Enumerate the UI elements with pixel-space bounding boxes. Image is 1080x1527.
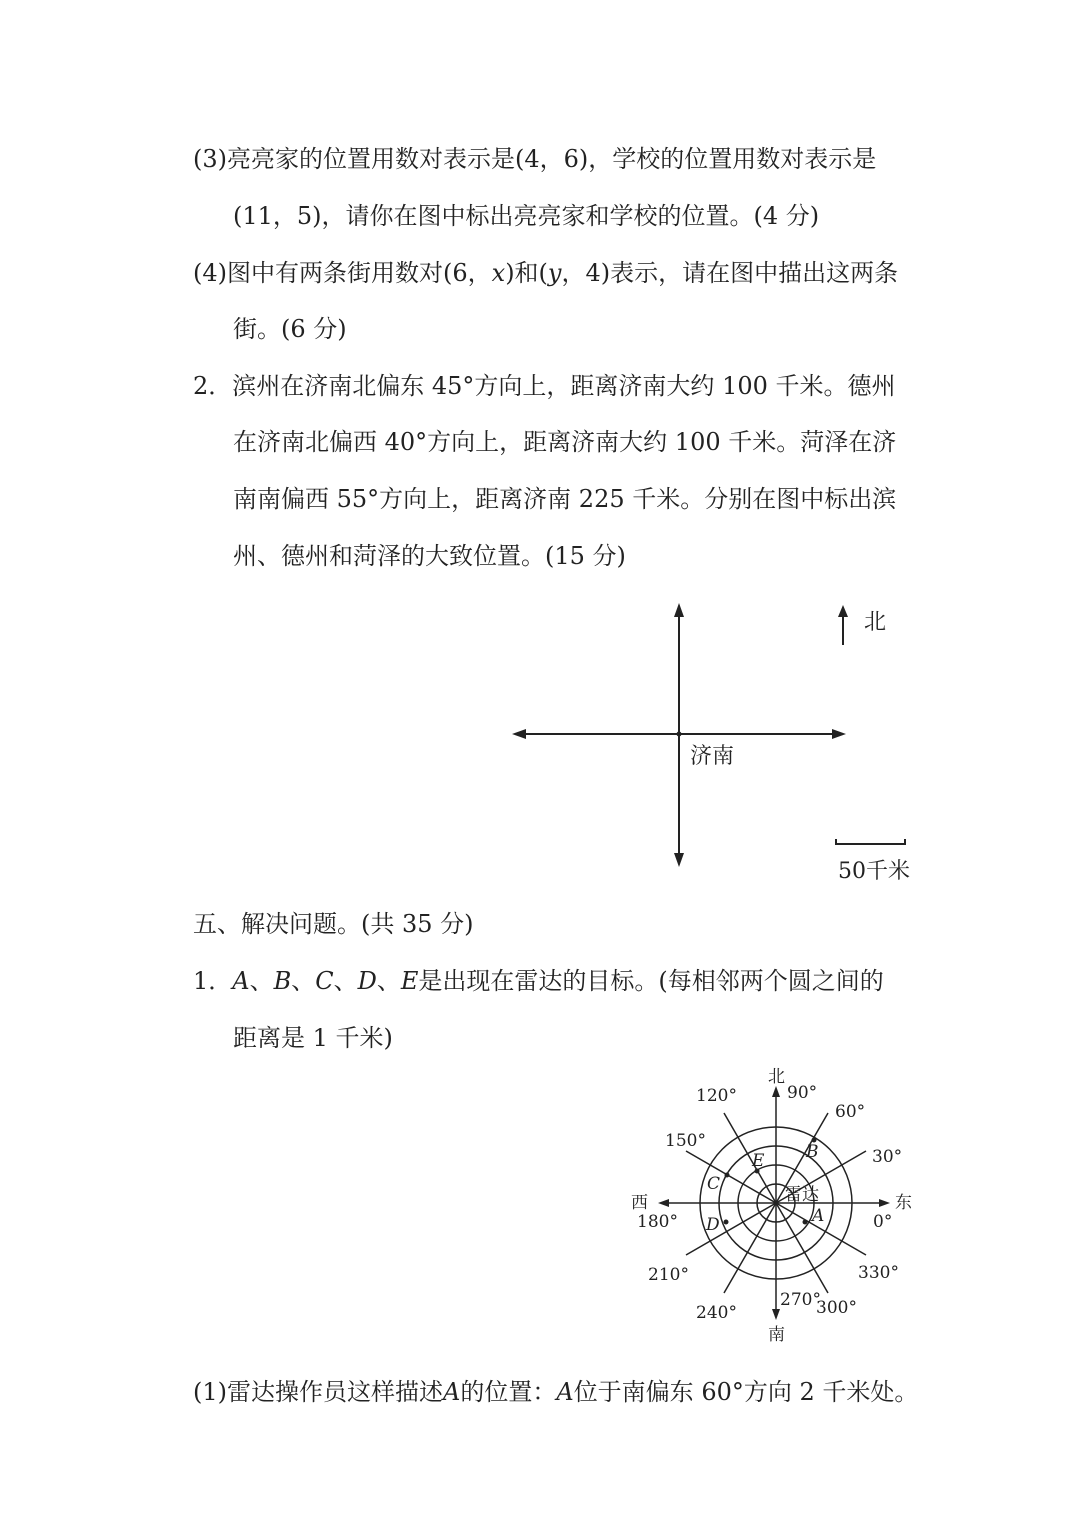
target-b: B bbox=[273, 967, 292, 995]
label-d: D bbox=[706, 1215, 720, 1235]
target-d: D bbox=[357, 967, 377, 995]
sep: 、 bbox=[249, 967, 274, 995]
var-x: x bbox=[491, 259, 506, 287]
jinan-label: 济南 bbox=[690, 744, 735, 769]
radar-south-label: 南 bbox=[768, 1325, 785, 1345]
label-a: A bbox=[812, 1206, 825, 1226]
arrow-down-icon bbox=[674, 853, 684, 867]
ray-240 bbox=[724, 1203, 776, 1293]
point-d bbox=[724, 1220, 729, 1225]
sub1-text-b: 的位置： bbox=[460, 1378, 557, 1406]
angle-330: 330° bbox=[858, 1263, 899, 1283]
p2-line4: 州、德州和菏泽的大致位置。(15 分) bbox=[233, 542, 626, 570]
sep: 、 bbox=[291, 967, 316, 995]
angle-210: 210° bbox=[648, 1265, 689, 1285]
north-arrow-icon bbox=[838, 605, 848, 617]
angle-240: 240° bbox=[696, 1303, 737, 1323]
angle-300: 300° bbox=[816, 1298, 857, 1318]
radar-west-label: 西 bbox=[631, 1193, 648, 1213]
label-e: E bbox=[752, 1151, 765, 1171]
sub1-text-a: (1)雷达操作员这样描述 bbox=[193, 1378, 443, 1406]
sep: 、 bbox=[333, 967, 358, 995]
p2-line2: 在济南北偏西 40°方向上，距离济南大约 100 千米。菏泽在济 bbox=[233, 428, 897, 456]
jinan-map-diagram bbox=[500, 595, 930, 895]
ray-120 bbox=[724, 1113, 776, 1203]
sub1-var-a1: A bbox=[443, 1378, 461, 1406]
p5-1-sub1 bbox=[193, 1376, 918, 1408]
target-c: C bbox=[315, 967, 334, 995]
q4-text-b: )和( bbox=[505, 259, 548, 287]
scale-label: 50千米 bbox=[838, 859, 910, 884]
radar-east-label: 东 bbox=[895, 1193, 912, 1213]
p5-1-line1 bbox=[193, 965, 884, 997]
sub1-text-c: 位于南偏东 60°方向 2 千米处。 bbox=[573, 1378, 919, 1406]
p2-line3: 南南偏西 55°方向上，距离济南 225 千米。分别在图中标出滨 bbox=[233, 485, 897, 513]
angle-180: 180° bbox=[637, 1212, 678, 1232]
q4-text-a: (4)图中有两条街用数对(6， bbox=[193, 259, 492, 287]
angle-0: 0° bbox=[873, 1212, 893, 1232]
jinan-point bbox=[677, 732, 682, 737]
radar-arrow-west-icon bbox=[658, 1199, 669, 1207]
arrow-right-icon bbox=[832, 729, 846, 739]
q4-line1 bbox=[193, 257, 898, 289]
angle-30: 30° bbox=[872, 1147, 903, 1167]
label-b: B bbox=[806, 1142, 819, 1162]
q3-line2: (11，5)，请你在图中标出亮亮家和学校的位置。(4 分) bbox=[233, 202, 820, 230]
arrow-left-icon bbox=[512, 729, 526, 739]
angle-150: 150° bbox=[665, 1131, 706, 1151]
q4-line2: 街。(6 分) bbox=[233, 315, 347, 343]
radar-arrow-east-icon bbox=[879, 1199, 890, 1207]
label-c: C bbox=[707, 1174, 721, 1194]
p2-line1: 2．滨州在济南北偏东 45°方向上，距离济南大约 100 千米。德州 bbox=[193, 372, 896, 400]
target-a: A bbox=[232, 967, 250, 995]
q4-text-c: ，4)表示，请在图中描出这两条 bbox=[561, 259, 899, 287]
p5-1-prefix: 1． bbox=[193, 967, 233, 995]
p5-1-line2: 距离是 1 千米) bbox=[233, 1024, 393, 1052]
angle-60: 60° bbox=[835, 1102, 866, 1122]
north-label: 北 bbox=[864, 610, 887, 635]
target-e: E bbox=[400, 967, 419, 995]
angle-120: 120° bbox=[696, 1086, 737, 1106]
sub1-var-a2: A bbox=[556, 1378, 574, 1406]
scale-bar bbox=[836, 839, 905, 844]
var-y: y bbox=[547, 259, 562, 287]
angle-270: 270° bbox=[780, 1290, 821, 1310]
radar-north-label: 北 bbox=[768, 1067, 785, 1087]
point-a bbox=[803, 1220, 808, 1225]
section5-title: 五、解决问题。(共 35 分) bbox=[193, 910, 474, 938]
radar-diagram bbox=[620, 1062, 920, 1352]
angle-90: 90° bbox=[787, 1083, 818, 1103]
q3-line1: (3)亮亮家的位置用数对表示是(4，6)，学校的位置用数对表示是 bbox=[193, 145, 877, 173]
p5-1-suffix: 是出现在雷达的目标。(每相邻两个圆之间的 bbox=[418, 967, 884, 995]
arrow-up-icon bbox=[674, 603, 684, 617]
radar-arrow-north-icon bbox=[772, 1086, 780, 1097]
point-c bbox=[725, 1173, 730, 1178]
ray-210 bbox=[686, 1203, 776, 1255]
radar-arrow-south-icon bbox=[772, 1309, 780, 1320]
radar-center-label: 雷达 bbox=[785, 1185, 819, 1205]
sep: 、 bbox=[376, 967, 401, 995]
